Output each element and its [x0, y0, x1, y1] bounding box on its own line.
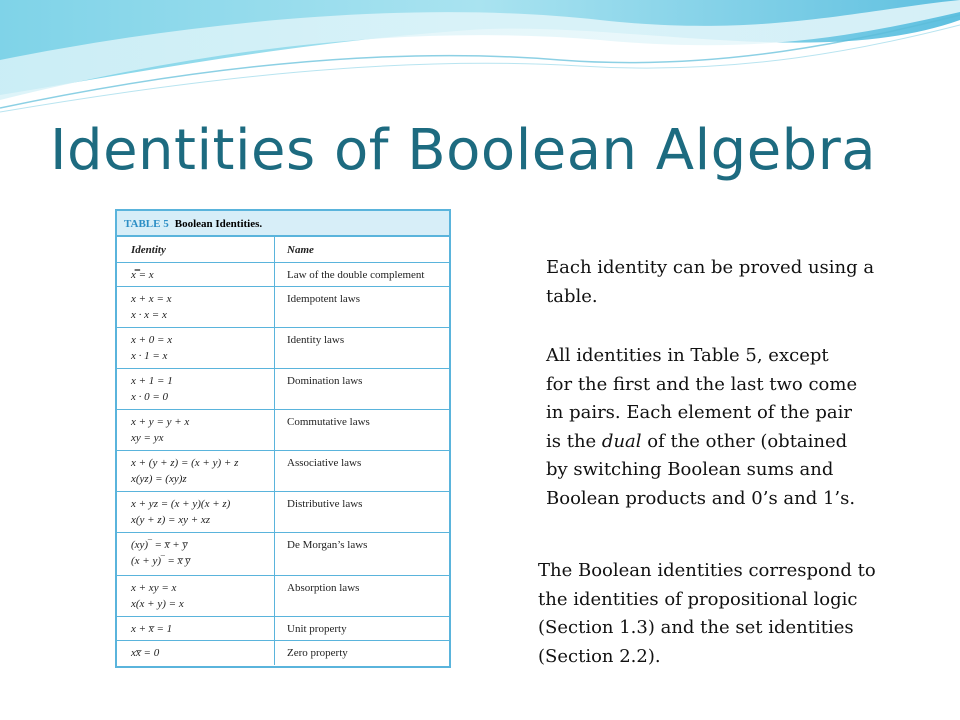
table-number: TABLE 5 — [124, 218, 169, 230]
identity-line: xx̅ = 0 — [131, 647, 160, 659]
table-row — [117, 617, 449, 641]
identity-cell — [117, 617, 275, 640]
table-row — [117, 287, 449, 328]
identity-line: x(yz) = (xy)z — [131, 472, 187, 485]
table-header-row — [117, 237, 449, 263]
table-row — [117, 410, 449, 451]
identity-line: x · 0 = 0 — [131, 390, 169, 403]
identity-line: x(y + z) = xy + xz — [131, 513, 211, 526]
identity-line: x̿ = x — [131, 269, 154, 281]
table-caption — [117, 211, 449, 237]
name-cell: Unit property — [287, 623, 347, 635]
name-cell: Zero property — [287, 647, 348, 659]
identity-line: x + x̅ = 1 — [131, 623, 173, 635]
text-line — [546, 428, 926, 457]
identity-line: (x + y)‾ = x̅ y̅ — [131, 554, 191, 567]
table-row — [117, 641, 449, 665]
table-row — [117, 263, 449, 287]
name-cell: Domination laws — [287, 375, 363, 387]
name-cell: Associative laws — [287, 457, 362, 469]
text-line: Each identity can be proved using a — [546, 257, 875, 278]
name-cell: Commutative laws — [287, 416, 370, 428]
identity-line: x(x + y) = x — [131, 597, 184, 610]
name-cell: Idempotent laws — [287, 293, 361, 305]
identity-cell — [117, 263, 275, 286]
identity-line: x + (y + z) = (x + y) + z — [131, 457, 239, 469]
text-line: table. — [546, 285, 598, 307]
identity-cell — [117, 410, 275, 450]
identity-cell — [117, 533, 275, 575]
name-cell: Identity laws — [287, 334, 345, 346]
text-line: by switching Boolean sums and — [546, 459, 834, 480]
text-line: (Section 2.2). — [538, 645, 661, 667]
identity-line: xy = yx — [131, 431, 164, 444]
dual-emphasis: dual — [601, 430, 642, 452]
table-row — [117, 328, 449, 369]
table-row — [117, 369, 449, 410]
text-line: (Section 1.3) and the set identities — [538, 617, 854, 638]
text-line: for the first and the last two come — [546, 373, 858, 395]
name-cell: Absorption laws — [287, 582, 360, 594]
identity-cell — [117, 576, 275, 616]
identity-line: x + yz = (x + y)(x + z) — [131, 498, 231, 510]
correspondence-paragraph — [538, 557, 938, 671]
identity-line: x + 0 = x — [131, 334, 173, 346]
identity-line: x + xy = x — [131, 582, 177, 594]
table-row — [117, 533, 449, 576]
text-line: Boolean products and 0’s and 1’s. — [546, 487, 856, 509]
identity-cell — [117, 328, 275, 368]
header-name: Name — [287, 244, 314, 256]
identity-line: x + y = y + x — [131, 416, 190, 428]
identity-line: x + x = x — [131, 293, 172, 305]
identity-line: x · 1 = x — [131, 349, 168, 362]
text-line: in pairs. Each element of the pair — [546, 402, 852, 423]
identity-cell — [117, 451, 275, 491]
duality-paragraph — [546, 342, 926, 513]
text-line: The Boolean identities correspond to — [538, 560, 876, 581]
table-row — [117, 492, 449, 533]
identity-cell — [117, 641, 275, 665]
text-line: the identities of propositional logic — [538, 588, 858, 610]
text-fragment: of the other (obtained — [641, 430, 848, 452]
slide-title: Identities of Boolean Algebra — [50, 118, 877, 183]
identity-cell — [117, 369, 275, 409]
identity-line: x · x = x — [131, 308, 167, 321]
header-wave-decoration — [0, 0, 960, 120]
identity-line: x + 1 = 1 — [131, 375, 173, 387]
name-cell: Law of the double complement — [287, 269, 425, 281]
name-cell: De Morgan’s laws — [287, 539, 368, 551]
identity-cell — [117, 287, 275, 327]
proof-note-paragraph — [546, 254, 926, 311]
text-fragment: is the — [546, 430, 602, 452]
identity-cell — [117, 492, 275, 532]
header-identity: Identity — [117, 237, 275, 262]
boolean-identities-table — [115, 209, 451, 668]
text-line: All identities in Table 5, except — [546, 345, 829, 366]
table-caption-text: Boolean Identities. — [174, 218, 263, 230]
table-row — [117, 451, 449, 492]
table-row — [117, 576, 449, 617]
name-cell: Distributive laws — [287, 498, 363, 510]
identity-line: (xy)‾ = x̅ + y̅ — [131, 539, 188, 551]
